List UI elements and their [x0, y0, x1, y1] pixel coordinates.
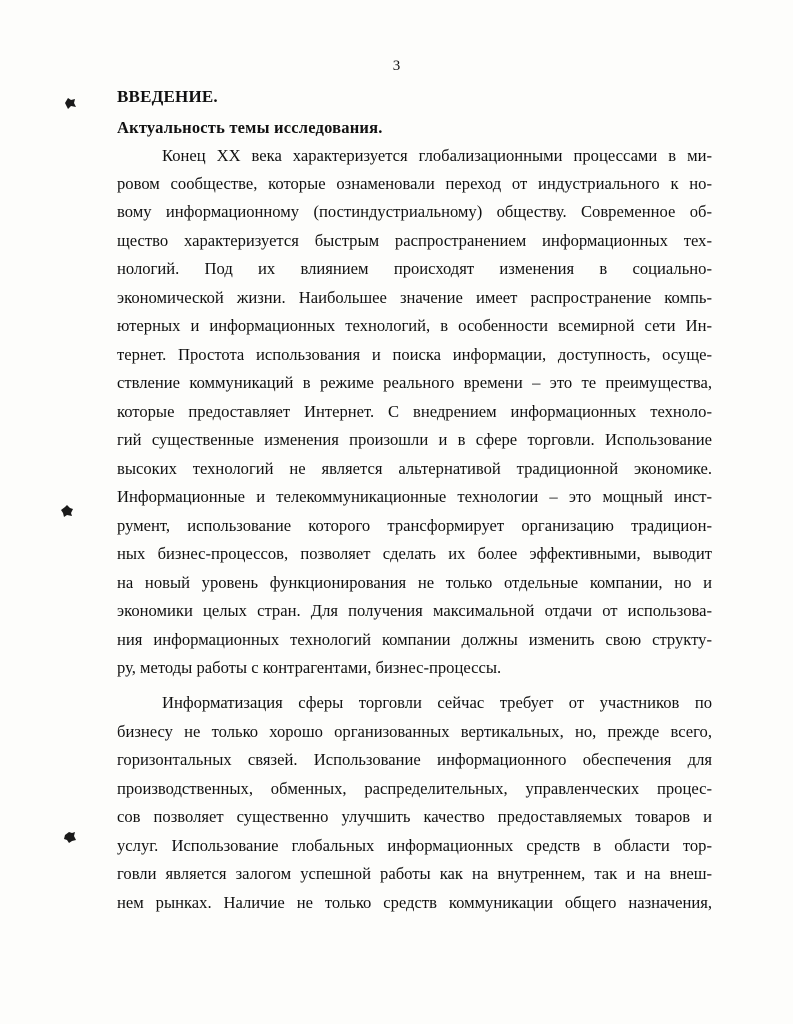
page-number: 3 [392, 58, 401, 74]
scan-blot-icon [63, 830, 77, 844]
text-line: ния информационных технологий компании должны изменить свою структу- [117, 630, 712, 649]
text-line: ровом сообществе, которые ознаменовали переход от индустриального к но- [117, 174, 712, 193]
text-line: ствление коммуникаций в режиме реального времени – это те преимущества, [117, 373, 712, 392]
text-line: говли является залогом успешной работы как на внутреннем, так и на внеш- [117, 864, 712, 883]
section-heading-introduction: ВВЕДЕНИЕ. [117, 87, 218, 106]
text-line: Информационные и телекоммуникационные технологии – это мощный инст- [117, 487, 712, 506]
subsection-heading-relevance: Актуальность темы исследования. [117, 118, 383, 137]
text-line: гий существенные изменения произошли и в сфере торговли. Использование [117, 430, 712, 449]
text-line: тернет. Простота использования и поиска информации, доступность, осуще- [117, 345, 712, 364]
text-line: вому информационному (постиндустриальному) обществу. Современное об- [117, 202, 712, 221]
text-line: производственных, обменных, распределительных, управленческих процес- [117, 779, 712, 798]
text-line: щество характеризуется быстрым распространением информационных тех- [117, 231, 712, 250]
text-line: услуг. Использование глобальных информационных средств в области тор- [117, 836, 712, 855]
text-line: румент, использование которого трансформирует организацию традицион- [117, 516, 712, 535]
text-line: нологий. Под их влиянием происходят изменения в социально- [117, 259, 712, 278]
text-line: горизонтальных связей. Использование информационного обеспечения для [117, 750, 712, 769]
text-line: экономической жизни. Наибольшее значение имеет распространение компь- [117, 288, 712, 307]
scan-blot-icon [63, 96, 77, 110]
text-line: нем рынках. Наличие не только средств коммуникации общего назначения, [117, 893, 712, 912]
scan-blot-icon [60, 504, 74, 518]
text-line: высоких технологий не является альтернативой традиционной экономике. [117, 459, 712, 478]
text-line: на новый уровень функционирования не только отдельные компании, но и [117, 573, 712, 592]
text-line: сов позволяет существенно улучшить качество предоставляемых товаров и [117, 807, 712, 826]
text-line: Конец XX века характеризуется глобализационными процессами в ми- [162, 146, 712, 165]
text-line: ных бизнес-процессов, позволяет сделать их более эффективными, выводит [117, 544, 712, 563]
text-line: ру, методы работы с контрагентами, бизнес-процессы. [117, 658, 502, 677]
text-line: которые предоставляет Интернет. С внедрением информационных техноло- [117, 402, 712, 421]
text-line: экономики целых стран. Для получения максимальной отдачи от использова- [117, 601, 712, 620]
text-line: ютерных и информационных технологий, в особенности всемирной сети Ин- [117, 316, 712, 335]
text-line: Информатизация сферы торговли сейчас требует от участников по [162, 693, 712, 712]
text-line: бизнесу не только хорошо организованных вертикальных, но, прежде всего, [117, 722, 712, 741]
